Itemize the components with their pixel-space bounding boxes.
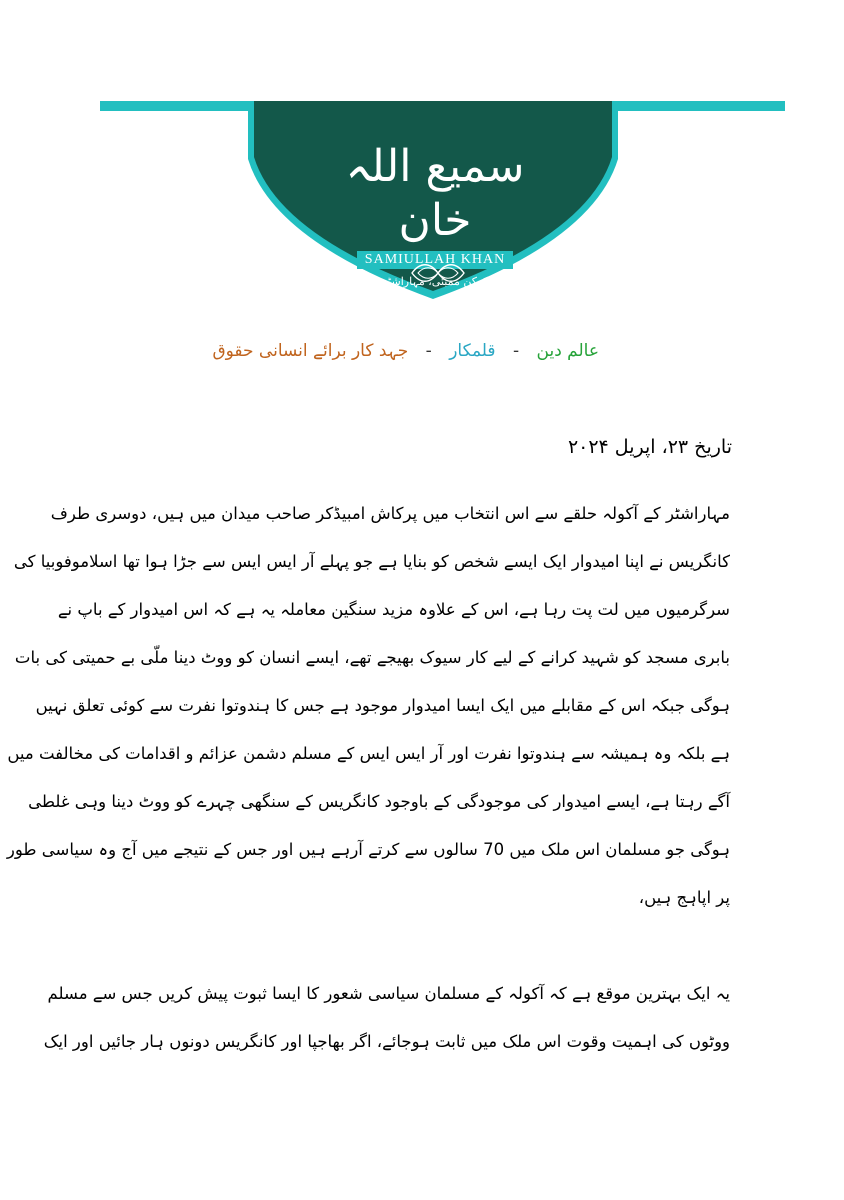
- text-line: آگے رہتا ہے، ایسے امیدوار کی موجودگی کے باوجود کانگریس کے سنگھی چہرے کو ووٹ دینا وہی غلطی: [28, 792, 730, 811]
- text-line: ہوگی جو مسلمان اس ملک میں 70 سالوں سے کرتے آرہے ہیں اور جس کے نتیجے میں آج وہ سیاسی طور: [6, 840, 730, 859]
- text-line: پر اپاہج ہیں،: [638, 888, 730, 907]
- role-writer: قلمکار: [449, 341, 496, 361]
- text-line: مہاراشٹر کے آکولہ حلقے سے اس انتخاب میں پرکاش امبیڈکر صاحب میدان میں ہیں، دوسری طرف: [50, 504, 730, 523]
- ornament-icon: [410, 262, 466, 284]
- text-line: بابری مسجد کو شہید کرانے کے لیے کار سیوک بھیجے تھے، ایسے انسان کو ووٹ دینا ملّی بے حمیتی کی بات: [14, 648, 730, 667]
- text-line: یہ ایک بہترین موقع ہے کہ آکولہ کے مسلمان سیاسی شعور کا ایسا ثبوت پیش کریں جس سے مسلم: [47, 984, 730, 1003]
- role-separator: -: [425, 341, 432, 361]
- role-activist: جہد کار برائے انسانی حقوق: [212, 341, 409, 361]
- text-line: ہوگی جبکہ اس کے مقابلے میں ایک ایسا امیدوار موجود ہے جس کا ہندوتوا نفرت سے کوئی تعلق نہیں: [35, 696, 730, 715]
- text-line: سرگرمیوں میں لت پت رہا ہے، اس کے علاوہ مزید سنگین معاملہ یہ ہے کہ اس امیدوار کے باپ نے: [57, 600, 730, 619]
- role-separator: -: [512, 341, 520, 361]
- text-line: کانگریس نے اپنا امیدوار ایک ایسے شخص کو بنایا ہے جو پہلے آر ایس ایس سے جڑا ہوا تھا اسلاموفوبیا کی: [13, 552, 730, 571]
- paragraph-2: [43, 970, 730, 1066]
- logo-tagline: کوکن ممبئی، مہاراشٹر: [382, 275, 488, 288]
- role-scholar: عالم دین: [536, 341, 599, 361]
- roles-line: [212, 340, 599, 361]
- paragraph-1: [6, 490, 730, 922]
- text-line: ہے بلکہ وہ ہمیشہ سے ہندوتوا نفرت اور آر ایس ایس کے مسلم دشمن عزائم و اقدامات کی مخالفت میں: [7, 744, 730, 763]
- document-date: تاریخ ۲۳، اپریل ۲۰۲۴: [567, 436, 732, 458]
- text-line: ووٹوں کی اہمیت وقوت اس ملک میں ثابت ہوجائے، اگر بھاجپا اور کانگریس دونوں ہار جائیں اور ایک: [43, 1032, 730, 1051]
- logo-urdu-name: سمیع اللہ خان: [345, 141, 525, 246]
- logo-english-name: SAMIULLAH KHAN: [357, 251, 513, 269]
